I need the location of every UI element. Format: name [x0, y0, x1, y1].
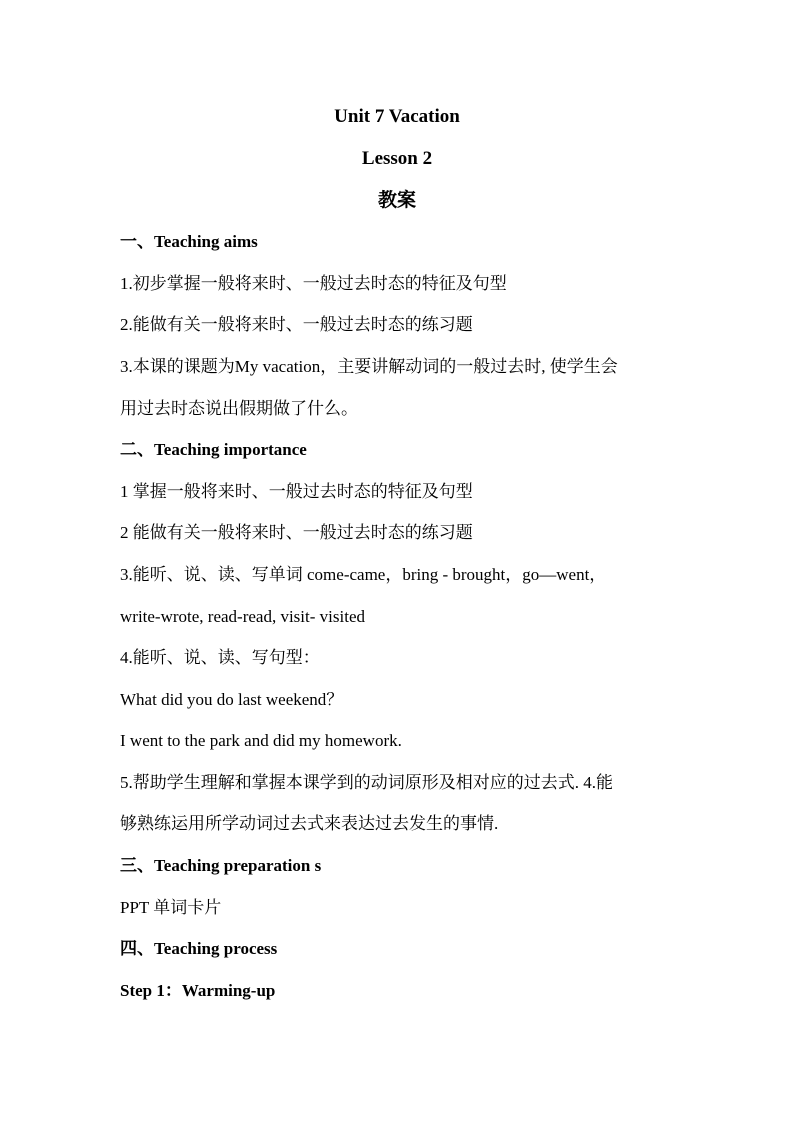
lesson-title: Lesson 2	[361, 148, 433, 169]
preparations-item: PPT 单词卡片	[120, 898, 222, 917]
section-heading-importance: 二、Teaching importance	[120, 440, 307, 459]
importance-item: 3.能听、说、读、写单词 come-came，bring - brought，go—went，	[120, 565, 607, 584]
unit-title: Unit 7 Vacation	[334, 106, 460, 127]
aims-item: 2.能做有关一般将来时、一般过去时态的练习题	[120, 315, 473, 334]
process-step-1: Step 1：Warming-up	[120, 981, 276, 1000]
importance-item: 2 能做有关一般将来时、一般过去时态的练习题	[120, 523, 473, 542]
importance-item: 1 掌握一般将来时、一般过去时态的特征及句型	[120, 482, 473, 501]
importance-item-continued: write-wrote, read-read, visit- visited	[120, 607, 365, 626]
aims-item-continued: 用过去时态说出假期做了什么。	[120, 399, 358, 418]
importance-item: 4.能听、说、读、写句型：	[120, 648, 320, 667]
sentence-pattern-answer: I went to the park and did my homework.	[120, 731, 402, 750]
aims-item: 1.初步掌握一般将来时、一般过去时态的特征及句型	[120, 274, 507, 293]
importance-item-continued: 够熟练运用所学动词过去式来表达过去发生的事情.	[120, 814, 499, 833]
section-heading-preparations: 三、Teaching preparation s	[120, 856, 322, 875]
document-type-title: 教案	[377, 190, 416, 211]
section-heading-process: 四、Teaching process	[120, 939, 278, 958]
sentence-pattern-question: What did you do last weekend？	[120, 690, 344, 709]
importance-item: 5.帮助学生理解和掌握本课学到的动词原形及相对应的过去式. 4.能	[120, 773, 613, 792]
section-heading-aims: 一、Teaching aims	[120, 232, 258, 251]
aims-item: 3.本课的课题为My vacation，主要讲解动词的一般过去时, 使学生会	[120, 357, 618, 376]
